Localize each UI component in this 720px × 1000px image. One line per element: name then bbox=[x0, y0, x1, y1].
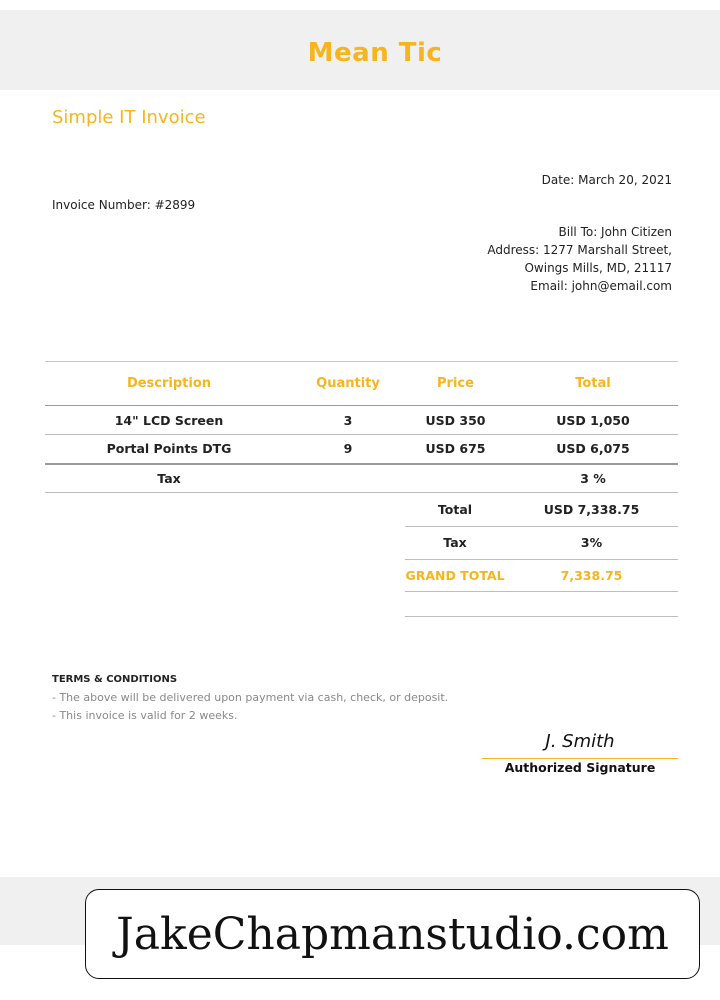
item-total: USD 1,050 bbox=[508, 406, 678, 435]
signature-label: Authorized Signature bbox=[504, 760, 656, 775]
terms-line: - The above will be delivered upon payment via cash, check, or deposit. bbox=[52, 691, 449, 704]
tax-row-empty-price bbox=[403, 464, 508, 493]
bill-to-email: Email: john@email.com bbox=[530, 279, 672, 293]
item-description: Portal Points DTG bbox=[45, 435, 293, 464]
summary-total-row bbox=[405, 493, 678, 526]
bill-to-address-line-2: Owings Mills, MD, 21117 bbox=[524, 261, 672, 275]
tax-row-empty-quantity bbox=[293, 464, 403, 493]
grand-total-value: 7,338.75 bbox=[505, 559, 678, 591]
summary-tax-row bbox=[405, 526, 678, 559]
summary-total-value: USD 7,338.75 bbox=[505, 493, 678, 526]
summary-tax-label: Tax bbox=[405, 526, 505, 559]
item-description: 14" LCD Screen bbox=[45, 406, 293, 435]
items-header-row bbox=[45, 362, 678, 406]
summary-spacer-cell bbox=[505, 591, 678, 616]
summary-table bbox=[405, 493, 678, 617]
item-price: USD 675 bbox=[403, 435, 508, 464]
invoice-subtitle: Simple IT Invoice bbox=[52, 107, 206, 128]
invoice-number: Invoice Number: #2899 bbox=[52, 198, 196, 212]
invoice-date: Date: March 20, 2021 bbox=[541, 173, 672, 187]
summary-tax-value: 3% bbox=[505, 526, 678, 559]
column-header-price: Price bbox=[403, 362, 508, 406]
watermark-badge: JakeChapmanstudio.com bbox=[85, 889, 700, 979]
table-row bbox=[45, 435, 678, 464]
item-total: USD 6,075 bbox=[508, 435, 678, 464]
grand-total-label: GRAND TOTAL bbox=[405, 559, 505, 591]
grand-total-row bbox=[405, 559, 678, 591]
column-header-quantity: Quantity bbox=[293, 362, 403, 406]
item-quantity: 3 bbox=[293, 406, 403, 435]
terms-title: TERMS & CONDITIONS bbox=[52, 674, 178, 685]
signature-name: J. Smith bbox=[545, 731, 615, 752]
tax-row-label: Tax bbox=[45, 464, 293, 493]
bill-to-block bbox=[487, 223, 672, 295]
item-quantity: 9 bbox=[293, 435, 403, 464]
signature-line bbox=[482, 758, 678, 759]
item-price: USD 350 bbox=[403, 406, 508, 435]
company-name: Mean Tic bbox=[307, 38, 443, 68]
terms-line: - This invoice is valid for 2 weeks. bbox=[52, 709, 238, 722]
items-table bbox=[45, 361, 678, 493]
table-row bbox=[45, 406, 678, 435]
column-header-total: Total bbox=[508, 362, 678, 406]
summary-total-label: Total bbox=[405, 493, 505, 526]
terms-section bbox=[52, 674, 448, 725]
column-header-description: Description bbox=[45, 362, 293, 406]
tax-row-value: 3 % bbox=[508, 464, 678, 493]
summary-spacer-cell bbox=[405, 591, 505, 616]
tax-row bbox=[45, 464, 678, 493]
bill-to-address-line-1: Address: 1277 Marshall Street, bbox=[487, 243, 672, 257]
summary-spacer-row bbox=[405, 591, 678, 616]
bill-to-name: Bill To: John Citizen bbox=[558, 225, 672, 239]
